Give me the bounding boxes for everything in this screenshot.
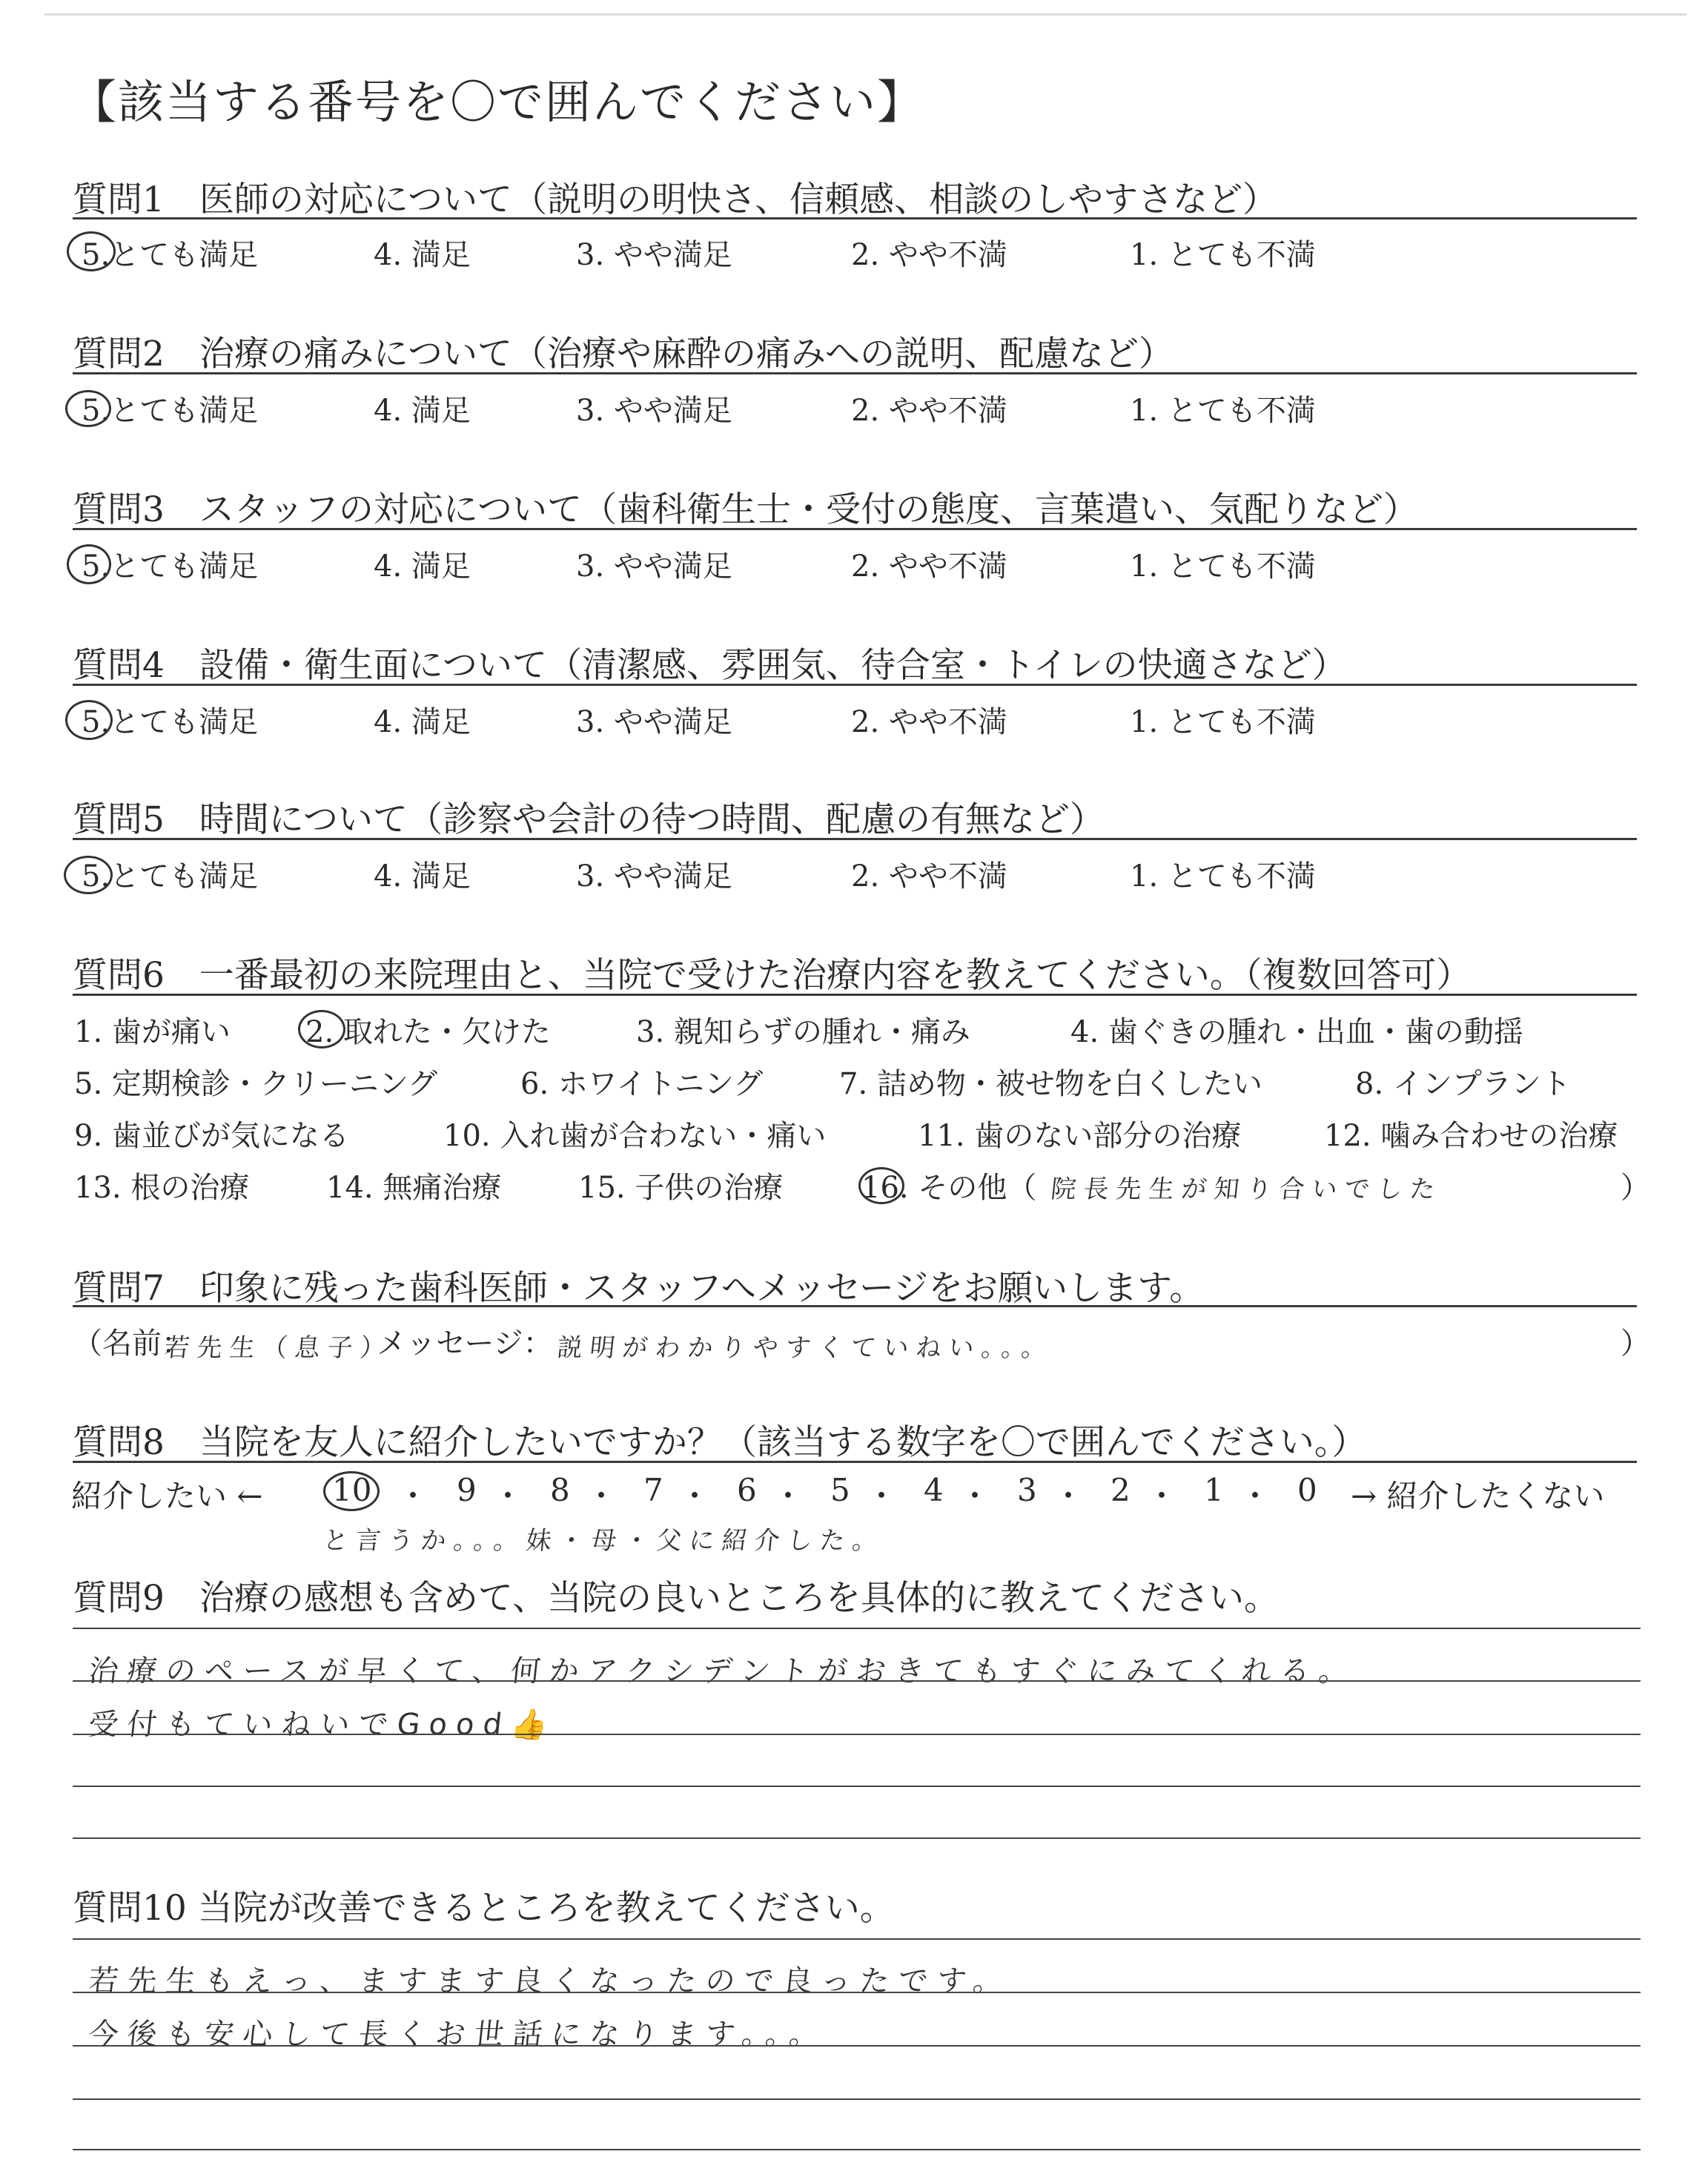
q8-scale-7[interactable]: 7 — [643, 1472, 663, 1508]
q10-line-3 — [73, 2045, 1641, 2047]
q5-option-5[interactable]: 5.とても満足 — [82, 859, 259, 894]
q9-handwritten-line-1: 治療のペースが早くて、何かアクシデントがおきてもすぐにみてくれる。 — [87, 1654, 1360, 1688]
q10-handwritten-line-1: 若先生もえっ、ますます良くなったので良ったです。 — [87, 1964, 1013, 1998]
q1-option-1[interactable]: 1. とても不満 — [1130, 238, 1316, 272]
q8-scale-4[interactable]: 4 — [924, 1472, 944, 1508]
question-7: 質問7 印象に残った歯科医師・スタッフへメッセージをお願いします。 — [73, 1268, 1205, 1309]
q1-selected-circle — [67, 231, 116, 271]
q6-choice-16-circle — [858, 1167, 904, 1204]
question-10: 質問10 当院が改善できるところを教えてください。 — [73, 1888, 895, 1929]
q10-line-2 — [73, 1992, 1641, 1993]
q1-option-4[interactable]: 4. 満足 — [374, 238, 471, 272]
q4-option-3[interactable]: 3. やや満足 — [576, 705, 732, 739]
q3-option-4[interactable]: 4. 満足 — [374, 549, 471, 584]
question-8: 質問8 当院を友人に紹介したいですか？（該当する数字を〇で囲んでください。） — [73, 1422, 1367, 1463]
q6-choice-2[interactable]: 2. 取れた・欠けた — [305, 1015, 551, 1049]
form-title: 【該当する番号を〇で囲んでください】 — [70, 75, 925, 129]
q6-choice-8[interactable]: 8. インプラント — [1355, 1067, 1571, 1101]
q8-right-label: → 紹介したくない — [1351, 1478, 1605, 1514]
q6-choice-13[interactable]: 13. 根の治療 — [74, 1171, 250, 1205]
q8-scale-8[interactable]: 8 — [550, 1472, 570, 1508]
q8-dot-10: ・ — [1239, 1478, 1271, 1514]
question-6: 質問6 一番最初の来院理由と、当院で受けた治療内容を教えてください。（複数回答可） — [73, 955, 1472, 996]
question-4: 質問4 設備・衛生面について（清潔感、雰囲気、待合室・トイレの快適さなど） — [73, 645, 1347, 686]
q9-handwritten-line-2: 受付もていねいでGood👍 — [87, 1708, 559, 1742]
q2-selected-circle — [65, 390, 111, 427]
question-7-rule — [73, 1305, 1637, 1307]
q4-option-1[interactable]: 1. とても不満 — [1130, 705, 1316, 739]
q8-handwritten-note: と言うか。。。妹・母・父に紹介した。 — [321, 1526, 887, 1556]
q6-choice-9[interactable]: 9. 歯並びが気になる — [74, 1119, 349, 1153]
q9-line-3 — [73, 1734, 1641, 1735]
q8-selected-circle — [323, 1471, 380, 1511]
q1-option-5[interactable]: 5.とても満足 — [82, 238, 259, 272]
q3-option-3[interactable]: 3. やや満足 — [576, 549, 732, 584]
question-6-rule — [73, 994, 1637, 996]
q4-selected-circle — [65, 700, 113, 740]
question-4-rule — [73, 684, 1637, 686]
q2-option-2[interactable]: 2. やや不満 — [851, 394, 1007, 428]
q6-choice-14[interactable]: 14. 無痛治療 — [326, 1171, 502, 1205]
question-3-rule — [73, 528, 1637, 530]
q3-selected-circle — [67, 544, 111, 584]
q3-option-1[interactable]: 1. とても不満 — [1130, 549, 1316, 584]
q8-scale-3[interactable]: 3 — [1017, 1472, 1037, 1508]
question-5: 質問5 時間について（診察や会計の待つ時間、配慮の有無など） — [73, 799, 1105, 840]
q7-name-label: （名前： — [73, 1327, 191, 1361]
q7-message-handwritten: 説明がわかりやすくていねい。。。 — [555, 1333, 1056, 1363]
q4-option-4[interactable]: 4. 満足 — [374, 705, 471, 739]
q6-choice-10[interactable]: 10. 入れ歯が合わない・痛い — [443, 1119, 827, 1153]
q8-dot-3: ・ — [586, 1478, 618, 1514]
q7-message-label: メッセージ： — [377, 1327, 553, 1361]
q10-line-5 — [73, 2149, 1641, 2150]
q2-option-3[interactable]: 3. やや満足 — [576, 394, 732, 428]
q10-handwritten-line-2: 今後も安心して長くお世話になります。。。 — [87, 2018, 830, 2052]
q5-option-2[interactable]: 2. やや不満 — [851, 859, 1007, 894]
q4-option-5[interactable]: 5.とても満足 — [82, 705, 259, 739]
q8-dot-4: ・ — [679, 1478, 711, 1514]
q9-line-2 — [73, 1680, 1641, 1682]
q7-close-paren: ） — [1621, 1327, 1650, 1361]
q8-scale-5[interactable]: 5 — [830, 1472, 850, 1508]
q10-line-1 — [73, 1938, 1641, 1940]
q8-dot-1: ・ — [397, 1478, 429, 1514]
q6-other-handwritten: 院長先生が知り合いでした — [1049, 1175, 1444, 1204]
q5-option-4[interactable]: 4. 満足 — [374, 859, 471, 894]
question-3: 質問3 スタッフの対応について（歯科衛生士・受付の態度、言葉遣い、気配りなど） — [73, 489, 1418, 530]
q6-choice-15[interactable]: 15. 子供の治療 — [578, 1171, 784, 1205]
q3-option-5[interactable]: 5.とても満足 — [82, 549, 259, 584]
question-8-rule — [73, 1461, 1637, 1463]
q9-line-1 — [73, 1628, 1641, 1629]
q8-scale-0[interactable]: 0 — [1297, 1472, 1317, 1508]
q8-left-label: 紹介したい ← — [71, 1478, 263, 1514]
q2-option-4[interactable]: 4. 満足 — [374, 394, 471, 428]
top-edge-line — [44, 13, 1687, 16]
question-2-rule — [73, 372, 1637, 374]
q6-choice-16[interactable]: 16. その他（ — [861, 1171, 1037, 1205]
q8-dot-9: ・ — [1146, 1478, 1178, 1514]
q6-choice-6[interactable]: 6. ホワイトニング — [520, 1067, 764, 1101]
q6-choice-7[interactable]: 7. 詰め物・被せ物を白くしたい — [839, 1067, 1262, 1101]
q8-scale-2[interactable]: 2 — [1110, 1472, 1131, 1508]
q6-choice-11[interactable]: 11. 歯のない部分の治療 — [918, 1119, 1242, 1153]
q8-scale-6[interactable]: 6 — [737, 1472, 757, 1508]
question-2: 質問2 治療の痛みについて（治療や麻酔の痛みへの説明、配慮など） — [73, 334, 1174, 374]
q10-line-4 — [73, 2098, 1641, 2100]
q2-option-5[interactable]: 5.とても満足 — [82, 394, 259, 428]
q3-option-2[interactable]: 2. やや不満 — [851, 549, 1007, 584]
q8-dot-2: ・ — [492, 1478, 524, 1514]
q6-choice-12[interactable]: 12. 噛み合わせの治療 — [1324, 1119, 1618, 1153]
q6-choice-5[interactable]: 5. 定期検診・クリーニング — [74, 1067, 438, 1101]
q1-option-3[interactable]: 3. やや満足 — [576, 238, 732, 272]
q6-choice-4[interactable]: 4. 歯ぐきの腫れ・出血・歯の動揺 — [1070, 1015, 1523, 1049]
q5-selected-circle — [64, 856, 113, 894]
q6-other-close-paren: ） — [1621, 1171, 1650, 1205]
q6-choice-2-circle — [298, 1010, 345, 1048]
q2-option-1[interactable]: 1. とても不満 — [1130, 394, 1316, 428]
question-5-rule — [73, 838, 1637, 840]
question-1: 質問1 医師の対応について（説明の明快さ、信頼感、相談のしやすさなど） — [73, 179, 1278, 220]
q8-scale-10[interactable]: 10 — [332, 1472, 372, 1508]
q8-dot-5: ・ — [772, 1478, 804, 1514]
q7-name-handwritten: 若先生（息子） — [162, 1333, 394, 1363]
q8-scale-1[interactable]: 1 — [1204, 1472, 1224, 1508]
question-9: 質問9 治療の感想も含めて、当院の良いところを具体的に教えてください。 — [73, 1578, 1279, 1619]
q8-dot-8: ・ — [1053, 1478, 1085, 1514]
q6-choice-1[interactable]: 1. 歯が痛い — [74, 1015, 231, 1049]
q6-choice-3[interactable]: 3. 親知らずの腫れ・痛み — [636, 1015, 970, 1049]
q5-option-1[interactable]: 1. とても不満 — [1130, 859, 1316, 894]
q5-option-3[interactable]: 3. やや満足 — [576, 859, 732, 894]
question-1-rule — [73, 217, 1637, 219]
q1-option-2[interactable]: 2. やや不満 — [851, 238, 1007, 272]
q8-dot-7: ・ — [959, 1478, 991, 1514]
q8-dot-6: ・ — [866, 1478, 898, 1514]
q9-line-5 — [73, 1837, 1641, 1839]
q8-scale-9[interactable]: 9 — [457, 1472, 477, 1508]
q9-line-4 — [73, 1786, 1641, 1787]
q4-option-2[interactable]: 2. やや不満 — [851, 705, 1007, 739]
